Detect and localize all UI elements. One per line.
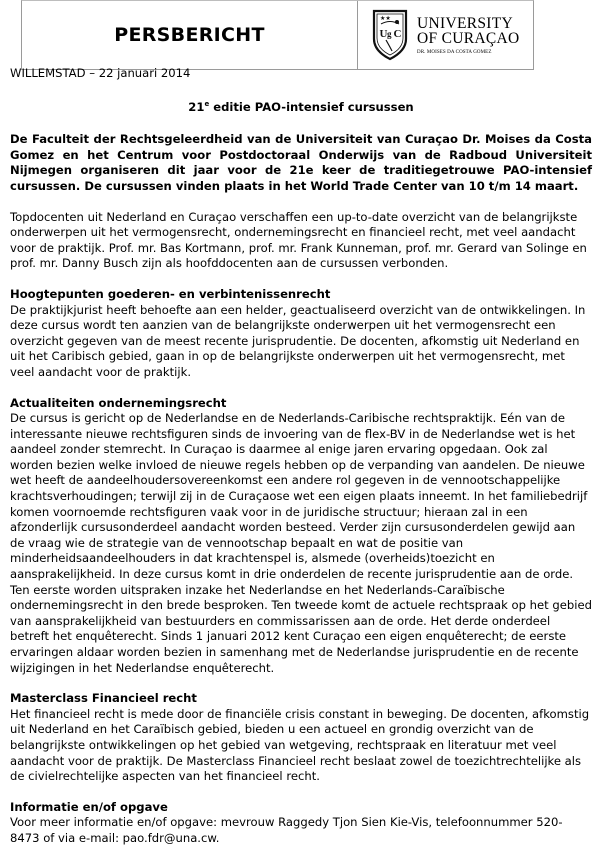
section-text: De cursus is gericht op de Nederlandse en de Nederlands-Caribische rechtspraktijk. Eén van de interessante nieuwe rechtsfiguren sinds de invoering van de flex-BV in de Nederlandse wet is het aandeel zonder stemrecht. In Curaçao is daarmee al enige jaren ervaring opgedaan. Ook zal worden bezien welke invloed de nieuwe regels hebben op de verpanding van aandelen. De nieuwe wet heeft de aandeelhoudersovereenkomst een andere rol gegeven in de vennootschappelijke krachtsverhoudingen; terwijl zij in de Curaçaose wet een eigen plaats inneemt. In het familiebedrijf komen voornoemde rechtsfiguren vaak voor in de juridische structuur; hieraan zal in een afzonderlijk cursusonderdeel aandacht worden besteed. Verder zijn cursusonderdelen gewijd aan de vraag wie de strategie van de vennootschap bepaalt en wat de positie van minderheidsaandeelhouders in dat krachtenspel is, alsmede (overheids)toezicht en aansprakelijkheid. In deze cursus komt in drie onderdelen de recente jurisprudentie aan de orde. Ten eerste worden uitspraken inzake het Nederlandse en het Nederlands-Caraïbische ondernemingsrecht in den brede besproken. Ten tweede komt de actuele rechtspraak op het gebied van aansprakelijkheid van bestuurders en commissarissen aan de orde. Het derde onderdeel betreft het enquêterecht. Sinds 1 januari 2012 kent Curaçao een eigen enquêterecht; de eerste ervaringen aldaar worden bezien in samenhang met de Nederlandse jurisprudentie en de recente wijzigingen in het Nederlandse enquêterecht. [10, 411, 592, 675]
section-text: De praktijkjurist heeft behoefte aan een helder, geactualiseerd overzicht van de ontwikkelingen. In deze cursus wordt ten aanzien van de belangrijkste onderwerpen uit het vermogensrecht een overzicht gegeven van de meest recente jurisprudentie. De docenten, afkomstig uit Nederland en uit het Caribisch gebied, gaan in op de belangrijkste onderwerpen uit het vermogensrecht, met veel aandacht voor de praktijk. [10, 302, 586, 379]
svg-text:U: U [379, 28, 388, 40]
section-heading: Hoogtepunten goederen- en verbintenissenrecht [10, 286, 331, 301]
university-logo [358, 1, 533, 69]
section-text: Het financieel recht is mede door de financiële crisis constant in beweging. De docenten, afkomstig uit Nederland en het Caraïbisch gebied, bieden u een actueel en grondig overzicht van de belangrijkste ontwikkelingen op het gebied van wetgeving, rechtspraak en literatuur met veel aandacht voor de praktijk. De Masterclass Financieel recht beslaat zowel de toezichtrechtelijke als de civielrechtelijke aspecten van het financieel recht. [10, 706, 590, 784]
contact-text: Voor meer informatie en/of opgave: mevrouw Raggedy Tjon Sien Kie-Vis, telefoonnummer 520-8473 of via e-mail: pao.fdr@una.cw. [10, 815, 563, 845]
event-title-number: 21 [188, 99, 205, 114]
press-release-body [10, 66, 592, 862]
section-masterclass [10, 691, 592, 785]
event-title-rest: editie PAO-intensief cursussen [209, 99, 414, 114]
page-title: PERSBERICHT [114, 24, 265, 46]
dateline: WILLEMSTAD – 22 januari 2014 [10, 66, 191, 80]
shield-logo-icon [372, 9, 408, 61]
section-heading: Actualiteiten ondernemingsrecht [10, 395, 227, 410]
svg-text:★★: ★★ [380, 15, 391, 22]
section-heading: Masterclass Financieel recht [10, 691, 197, 706]
logo-line-university: UNIVERSITY [417, 14, 513, 32]
svg-text:C: C [393, 28, 402, 40]
section-heading: Informatie en/of opgave [10, 799, 168, 814]
header-title-cell [22, 1, 358, 69]
section-hoogtepunten [10, 287, 592, 381]
svg-text:g: g [387, 29, 392, 39]
section-actualiteiten [10, 396, 592, 677]
event-title-superscript: e [204, 99, 210, 108]
intro-paragraph: Topdocenten uit Nederland en Curaçao verschaffen een up-to-date overzicht van de belangrijkste onderwerpen uit het vermogensrecht, ondernemingsrecht en financieel recht, met veel aandacht voor de praktijk. Prof. mr. Bas Kortmann, prof. mr. Frank Kunneman, prof. mr. Gerard van Solinge en prof. mr. Danny Busch zijn als hoofddocenten aan de cursussen verbonden. [10, 209, 587, 271]
section-informatie [10, 800, 592, 847]
press-release-header [21, 0, 534, 70]
lead-paragraph: De Faculteit der Rechtsgeleerdheid van de Universiteit van Curaçao Dr. Moises da Costa Gomez en het Centrum voor Postdoctoraal Onderwijs van de Radboud Universiteit Nijmegen organiseren dit jaar voor de 21e keer de traditiegetrouwe PAO-intensief cursussen. De cursussen vinden plaats in het World Trade Center van 10 t/m 14 maart. [10, 132, 592, 193]
logo-line-subtitle: DR. MOISES DA COSTA GOMEZ [417, 49, 492, 55]
event-title [10, 97, 592, 116]
logo-line-curacao: OF CURAÇAO [417, 30, 520, 47]
logo-wordmark [417, 16, 519, 55]
